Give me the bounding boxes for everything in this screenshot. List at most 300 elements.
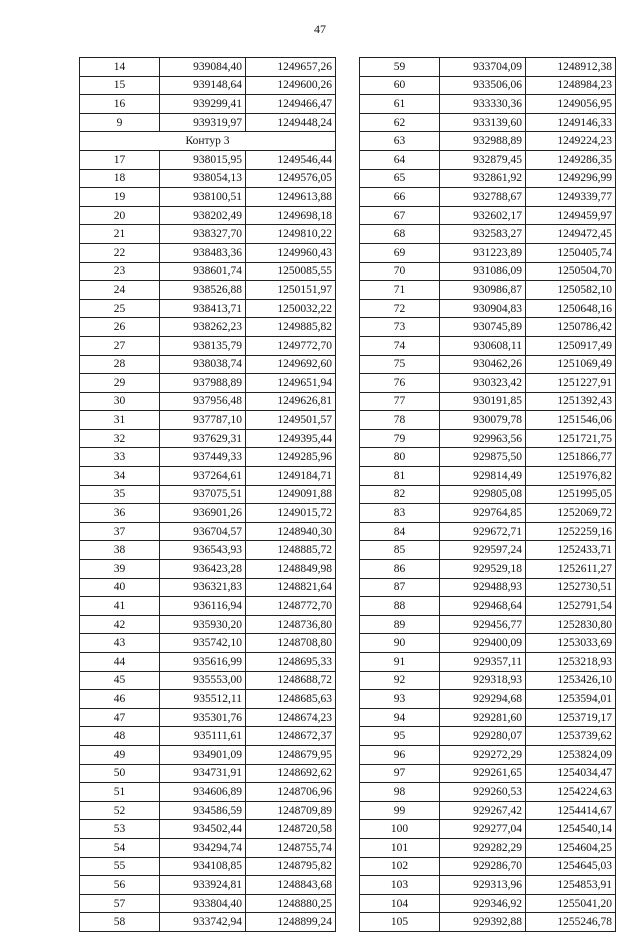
point-number-cell: 56: [80, 876, 160, 895]
y-coordinate-cell: 1248880,25: [246, 894, 336, 913]
x-coordinate-cell: 933742,94: [160, 913, 246, 932]
table-row: [360, 467, 616, 486]
y-coordinate-cell: 1248736,80: [246, 615, 336, 634]
point-number-cell: 68: [360, 225, 440, 244]
table-row: [360, 95, 616, 114]
point-number-cell: 24: [80, 281, 160, 300]
point-number-cell: 86: [360, 560, 440, 579]
y-coordinate-cell: 1249651,94: [246, 374, 336, 393]
table-row: [80, 76, 336, 95]
y-coordinate-cell: 1248695,33: [246, 653, 336, 672]
table-row: [80, 336, 336, 355]
table-row: [360, 206, 616, 225]
point-number-cell: 78: [360, 411, 440, 430]
point-number-cell: 43: [80, 634, 160, 653]
table-row: [360, 336, 616, 355]
table-row: [80, 876, 336, 895]
point-number-cell: 22: [80, 243, 160, 262]
point-number-cell: 102: [360, 857, 440, 876]
x-coordinate-cell: 939148,64: [160, 76, 246, 95]
table-row: [80, 150, 336, 169]
point-number-cell: 39: [80, 560, 160, 579]
y-coordinate-cell: 1248692,62: [246, 764, 336, 783]
x-coordinate-cell: 938327,70: [160, 225, 246, 244]
point-number-cell: 97: [360, 764, 440, 783]
x-coordinate-cell: 930986,87: [440, 281, 526, 300]
table-row: [360, 281, 616, 300]
y-coordinate-cell: 1251995,05: [526, 485, 616, 504]
point-number-cell: 80: [360, 448, 440, 467]
y-coordinate-cell: 1250917,49: [526, 336, 616, 355]
point-number-cell: 45: [80, 671, 160, 690]
x-coordinate-cell: 937988,89: [160, 374, 246, 393]
x-coordinate-cell: 929313,96: [440, 876, 526, 895]
x-coordinate-cell: 930745,89: [440, 318, 526, 337]
x-coordinate-cell: 930079,78: [440, 411, 526, 430]
point-number-cell: 34: [80, 467, 160, 486]
y-coordinate-cell: 1252259,16: [526, 522, 616, 541]
y-coordinate-cell: 1248720,58: [246, 820, 336, 839]
point-number-cell: 91: [360, 653, 440, 672]
point-number-cell: 69: [360, 243, 440, 262]
point-number-cell: 33: [80, 448, 160, 467]
y-coordinate-cell: 1254853,91: [526, 876, 616, 895]
y-coordinate-cell: 1250582,10: [526, 281, 616, 300]
point-number-cell: 17: [80, 150, 160, 169]
x-coordinate-cell: 930191,85: [440, 392, 526, 411]
y-coordinate-cell: 1248885,72: [246, 541, 336, 560]
x-coordinate-cell: 935301,76: [160, 708, 246, 727]
table-row: [80, 894, 336, 913]
point-number-cell: 95: [360, 727, 440, 746]
y-coordinate-cell: 1249613,88: [246, 188, 336, 207]
table-row: [80, 188, 336, 207]
point-number-cell: 42: [80, 615, 160, 634]
table-row: [360, 894, 616, 913]
table-row: [80, 838, 336, 857]
y-coordinate-cell: 1249459,97: [526, 206, 616, 225]
x-coordinate-cell: 929672,71: [440, 522, 526, 541]
x-coordinate-cell: 937787,10: [160, 411, 246, 430]
x-coordinate-cell: 929488,93: [440, 578, 526, 597]
table-row: [360, 541, 616, 560]
y-coordinate-cell: 1248674,23: [246, 708, 336, 727]
x-coordinate-cell: 929963,56: [440, 429, 526, 448]
x-coordinate-cell: 935111,61: [160, 727, 246, 746]
y-coordinate-cell: 1248755,74: [246, 838, 336, 857]
table-row: [80, 690, 336, 709]
y-coordinate-cell: 1249576,05: [246, 169, 336, 188]
y-coordinate-cell: 1254645,03: [526, 857, 616, 876]
y-coordinate-cell: 1249885,82: [246, 318, 336, 337]
table-row: [80, 206, 336, 225]
table-row: [80, 522, 336, 541]
x-coordinate-cell: 936423,28: [160, 560, 246, 579]
y-coordinate-cell: 1249698,18: [246, 206, 336, 225]
x-coordinate-cell: 936116,94: [160, 597, 246, 616]
point-number-cell: 47: [80, 708, 160, 727]
y-coordinate-cell: 1249286,35: [526, 150, 616, 169]
point-number-cell: 88: [360, 597, 440, 616]
y-coordinate-cell: 1250151,97: [246, 281, 336, 300]
table-row: [360, 578, 616, 597]
x-coordinate-cell: 929597,24: [440, 541, 526, 560]
x-coordinate-cell: 933139,60: [440, 113, 526, 132]
table-row: [80, 783, 336, 802]
point-number-cell: 96: [360, 745, 440, 764]
point-number-cell: 49: [80, 745, 160, 764]
x-coordinate-cell: 933924,81: [160, 876, 246, 895]
y-coordinate-cell: 1248709,89: [246, 801, 336, 820]
point-number-cell: 70: [360, 262, 440, 281]
contour-label: Контур 3: [80, 132, 336, 151]
y-coordinate-cell: 1253824,09: [526, 745, 616, 764]
x-coordinate-cell: 935553,00: [160, 671, 246, 690]
y-coordinate-cell: 1249810,22: [246, 225, 336, 244]
x-coordinate-cell: 929261,65: [440, 764, 526, 783]
table-row: [80, 597, 336, 616]
x-coordinate-cell: 936901,26: [160, 504, 246, 523]
y-coordinate-cell: 1248821,64: [246, 578, 336, 597]
table-row: [360, 857, 616, 876]
y-coordinate-cell: 1250032,22: [246, 299, 336, 318]
table-row: [80, 318, 336, 337]
x-coordinate-cell: 938015,95: [160, 150, 246, 169]
point-number-cell: 81: [360, 467, 440, 486]
point-number-cell: 14: [80, 58, 160, 77]
table-row: [80, 913, 336, 932]
table-row: [360, 634, 616, 653]
y-coordinate-cell: 1249772,70: [246, 336, 336, 355]
y-coordinate-cell: 1249466,47: [246, 95, 336, 114]
point-number-cell: 41: [80, 597, 160, 616]
y-coordinate-cell: 1249657,26: [246, 58, 336, 77]
x-coordinate-cell: 938526,88: [160, 281, 246, 300]
point-number-cell: 65: [360, 169, 440, 188]
table-row: [360, 76, 616, 95]
point-number-cell: 98: [360, 783, 440, 802]
x-coordinate-cell: 929875,50: [440, 448, 526, 467]
point-number-cell: 52: [80, 801, 160, 820]
point-number-cell: 66: [360, 188, 440, 207]
point-number-cell: 51: [80, 783, 160, 802]
table-row: [360, 820, 616, 839]
table-row: [360, 132, 616, 151]
table-row: [80, 485, 336, 504]
table-row: [80, 299, 336, 318]
y-coordinate-cell: 1250648,16: [526, 299, 616, 318]
x-coordinate-cell: 937956,48: [160, 392, 246, 411]
y-coordinate-cell: 1251546,06: [526, 411, 616, 430]
point-number-cell: 62: [360, 113, 440, 132]
y-coordinate-cell: 1248679,95: [246, 745, 336, 764]
table-row: [80, 764, 336, 783]
section-header-row: [80, 132, 336, 151]
x-coordinate-cell: 929260,53: [440, 783, 526, 802]
point-number-cell: 53: [80, 820, 160, 839]
point-number-cell: 25: [80, 299, 160, 318]
table-row: [360, 485, 616, 504]
table-row: [360, 448, 616, 467]
y-coordinate-cell: 1252791,54: [526, 597, 616, 616]
x-coordinate-cell: 929814,49: [440, 467, 526, 486]
point-number-cell: 60: [360, 76, 440, 95]
table-row: [360, 653, 616, 672]
x-coordinate-cell: 937629,31: [160, 429, 246, 448]
table-row: [360, 392, 616, 411]
table-row: [80, 262, 336, 281]
x-coordinate-cell: 929294,68: [440, 690, 526, 709]
table-row: [360, 615, 616, 634]
y-coordinate-cell: 1249091,88: [246, 485, 336, 504]
y-coordinate-cell: 1252830,80: [526, 615, 616, 634]
page-number: 47: [314, 22, 326, 36]
y-coordinate-cell: 1254540,14: [526, 820, 616, 839]
table-row: [360, 876, 616, 895]
y-coordinate-cell: 1255041,20: [526, 894, 616, 913]
table-row: [360, 764, 616, 783]
x-coordinate-cell: 929805,08: [440, 485, 526, 504]
point-number-cell: 63: [360, 132, 440, 151]
y-coordinate-cell: 1251866,77: [526, 448, 616, 467]
x-coordinate-cell: 929764,85: [440, 504, 526, 523]
table-row: [360, 299, 616, 318]
y-coordinate-cell: 1249692,60: [246, 355, 336, 374]
x-coordinate-cell: 934731,91: [160, 764, 246, 783]
y-coordinate-cell: 1253033,69: [526, 634, 616, 653]
x-coordinate-cell: 939319,97: [160, 113, 246, 132]
y-coordinate-cell: 1252069,72: [526, 504, 616, 523]
table-row: [80, 95, 336, 114]
y-coordinate-cell: 1251976,82: [526, 467, 616, 486]
table-row: [80, 820, 336, 839]
point-number-cell: 67: [360, 206, 440, 225]
x-coordinate-cell: 938100,51: [160, 188, 246, 207]
point-number-cell: 32: [80, 429, 160, 448]
x-coordinate-cell: 929286,70: [440, 857, 526, 876]
y-coordinate-cell: 1249546,44: [246, 150, 336, 169]
table-row: [360, 188, 616, 207]
table-row: [360, 150, 616, 169]
x-coordinate-cell: 938262,23: [160, 318, 246, 337]
x-coordinate-cell: 935742,10: [160, 634, 246, 653]
point-number-cell: 85: [360, 541, 440, 560]
x-coordinate-cell: 929280,07: [440, 727, 526, 746]
y-coordinate-cell: 1248849,98: [246, 560, 336, 579]
point-number-cell: 99: [360, 801, 440, 820]
table-row: [360, 745, 616, 764]
table-row: [360, 411, 616, 430]
point-number-cell: 82: [360, 485, 440, 504]
y-coordinate-cell: 1249015,72: [246, 504, 336, 523]
point-number-cell: 48: [80, 727, 160, 746]
y-coordinate-cell: 1248685,63: [246, 690, 336, 709]
y-coordinate-cell: 1253426,10: [526, 671, 616, 690]
y-coordinate-cell: 1252611,27: [526, 560, 616, 579]
point-number-cell: 89: [360, 615, 440, 634]
point-number-cell: 16: [80, 95, 160, 114]
y-coordinate-cell: 1249285,96: [246, 448, 336, 467]
x-coordinate-cell: 937449,33: [160, 448, 246, 467]
y-coordinate-cell: 1249600,26: [246, 76, 336, 95]
y-coordinate-cell: 1248795,82: [246, 857, 336, 876]
y-coordinate-cell: 1254034,47: [526, 764, 616, 783]
table-row: [360, 58, 616, 77]
point-number-cell: 55: [80, 857, 160, 876]
x-coordinate-cell: 937075,51: [160, 485, 246, 504]
table-row: [80, 560, 336, 579]
y-coordinate-cell: 1254604,25: [526, 838, 616, 857]
x-coordinate-cell: 931223,89: [440, 243, 526, 262]
table-row: [360, 429, 616, 448]
table-row: [80, 467, 336, 486]
y-coordinate-cell: 1249184,71: [246, 467, 336, 486]
x-coordinate-cell: 930323,42: [440, 374, 526, 393]
point-number-cell: 37: [80, 522, 160, 541]
table-row: [80, 578, 336, 597]
point-number-cell: 46: [80, 690, 160, 709]
point-number-cell: 29: [80, 374, 160, 393]
x-coordinate-cell: 933704,09: [440, 58, 526, 77]
y-coordinate-cell: 1250504,70: [526, 262, 616, 281]
point-number-cell: 50: [80, 764, 160, 783]
x-coordinate-cell: 938483,36: [160, 243, 246, 262]
point-number-cell: 26: [80, 318, 160, 337]
y-coordinate-cell: 1249146,33: [526, 113, 616, 132]
y-coordinate-cell: 1248706,96: [246, 783, 336, 802]
point-number-cell: 21: [80, 225, 160, 244]
x-coordinate-cell: 932879,45: [440, 150, 526, 169]
point-number-cell: 40: [80, 578, 160, 597]
table-row: [80, 374, 336, 393]
x-coordinate-cell: 937264,61: [160, 467, 246, 486]
point-number-cell: 73: [360, 318, 440, 337]
table-row: [360, 243, 616, 262]
x-coordinate-cell: 930608,11: [440, 336, 526, 355]
point-number-cell: 20: [80, 206, 160, 225]
x-coordinate-cell: 929318,93: [440, 671, 526, 690]
table-row: [80, 243, 336, 262]
point-number-cell: 36: [80, 504, 160, 523]
y-coordinate-cell: 1253218,93: [526, 653, 616, 672]
x-coordinate-cell: 929282,29: [440, 838, 526, 857]
x-coordinate-cell: 936321,83: [160, 578, 246, 597]
point-number-cell: 92: [360, 671, 440, 690]
y-coordinate-cell: 1249626,81: [246, 392, 336, 411]
table-row: [80, 634, 336, 653]
x-coordinate-cell: 938135,79: [160, 336, 246, 355]
point-number-cell: 18: [80, 169, 160, 188]
table-row: [80, 671, 336, 690]
y-coordinate-cell: 1249395,44: [246, 429, 336, 448]
x-coordinate-cell: 932861,92: [440, 169, 526, 188]
point-number-cell: 83: [360, 504, 440, 523]
point-number-cell: 72: [360, 299, 440, 318]
y-coordinate-cell: 1253719,17: [526, 708, 616, 727]
x-coordinate-cell: 929529,18: [440, 560, 526, 579]
y-coordinate-cell: 1250085,55: [246, 262, 336, 281]
point-number-cell: 104: [360, 894, 440, 913]
table-row: [80, 169, 336, 188]
x-coordinate-cell: 934606,89: [160, 783, 246, 802]
point-number-cell: 93: [360, 690, 440, 709]
y-coordinate-cell: 1251069,49: [526, 355, 616, 374]
x-coordinate-cell: 929272,29: [440, 745, 526, 764]
table-row: [80, 745, 336, 764]
y-coordinate-cell: 1253594,01: [526, 690, 616, 709]
x-coordinate-cell: 938038,74: [160, 355, 246, 374]
y-coordinate-cell: 1251721,75: [526, 429, 616, 448]
table-row: [360, 783, 616, 802]
table-row: [80, 504, 336, 523]
table-row: [360, 113, 616, 132]
x-coordinate-cell: 932602,17: [440, 206, 526, 225]
table-row: [360, 838, 616, 857]
point-number-cell: 84: [360, 522, 440, 541]
y-coordinate-cell: 1249339,77: [526, 188, 616, 207]
table-row: [80, 857, 336, 876]
table-row: [80, 225, 336, 244]
x-coordinate-cell: 939299,41: [160, 95, 246, 114]
point-number-cell: 75: [360, 355, 440, 374]
point-number-cell: 105: [360, 913, 440, 932]
x-coordinate-cell: 938601,74: [160, 262, 246, 281]
point-number-cell: 64: [360, 150, 440, 169]
y-coordinate-cell: 1251392,43: [526, 392, 616, 411]
point-number-cell: 59: [360, 58, 440, 77]
point-number-cell: 15: [80, 76, 160, 95]
y-coordinate-cell: 1249960,43: [246, 243, 336, 262]
table-row: [80, 411, 336, 430]
y-coordinate-cell: 1249472,45: [526, 225, 616, 244]
table-row: [360, 727, 616, 746]
point-number-cell: 71: [360, 281, 440, 300]
point-number-cell: 44: [80, 653, 160, 672]
point-number-cell: 19: [80, 188, 160, 207]
table-row: [80, 58, 336, 77]
x-coordinate-cell: 933506,06: [440, 76, 526, 95]
y-coordinate-cell: 1251227,91: [526, 374, 616, 393]
y-coordinate-cell: 1248843,68: [246, 876, 336, 895]
point-number-cell: 100: [360, 820, 440, 839]
point-number-cell: 101: [360, 838, 440, 857]
x-coordinate-cell: 934294,74: [160, 838, 246, 857]
y-coordinate-cell: 1249448,24: [246, 113, 336, 132]
point-number-cell: 87: [360, 578, 440, 597]
x-coordinate-cell: 934108,85: [160, 857, 246, 876]
y-coordinate-cell: 1249296,99: [526, 169, 616, 188]
x-coordinate-cell: 929267,42: [440, 801, 526, 820]
point-number-cell: 35: [80, 485, 160, 504]
table-row: [360, 522, 616, 541]
x-coordinate-cell: 930462,26: [440, 355, 526, 374]
point-number-cell: 57: [80, 894, 160, 913]
x-coordinate-cell: 938413,71: [160, 299, 246, 318]
point-number-cell: 77: [360, 392, 440, 411]
x-coordinate-cell: 933330,36: [440, 95, 526, 114]
table-row: [80, 801, 336, 820]
y-coordinate-cell: 1255246,78: [526, 913, 616, 932]
x-coordinate-cell: 929346,92: [440, 894, 526, 913]
table-row: [360, 690, 616, 709]
table-row: [360, 169, 616, 188]
x-coordinate-cell: 929468,64: [440, 597, 526, 616]
point-number-cell: 54: [80, 838, 160, 857]
table-row: [80, 708, 336, 727]
y-coordinate-cell: 1248688,72: [246, 671, 336, 690]
x-coordinate-cell: 938054,13: [160, 169, 246, 188]
point-number-cell: 79: [360, 429, 440, 448]
